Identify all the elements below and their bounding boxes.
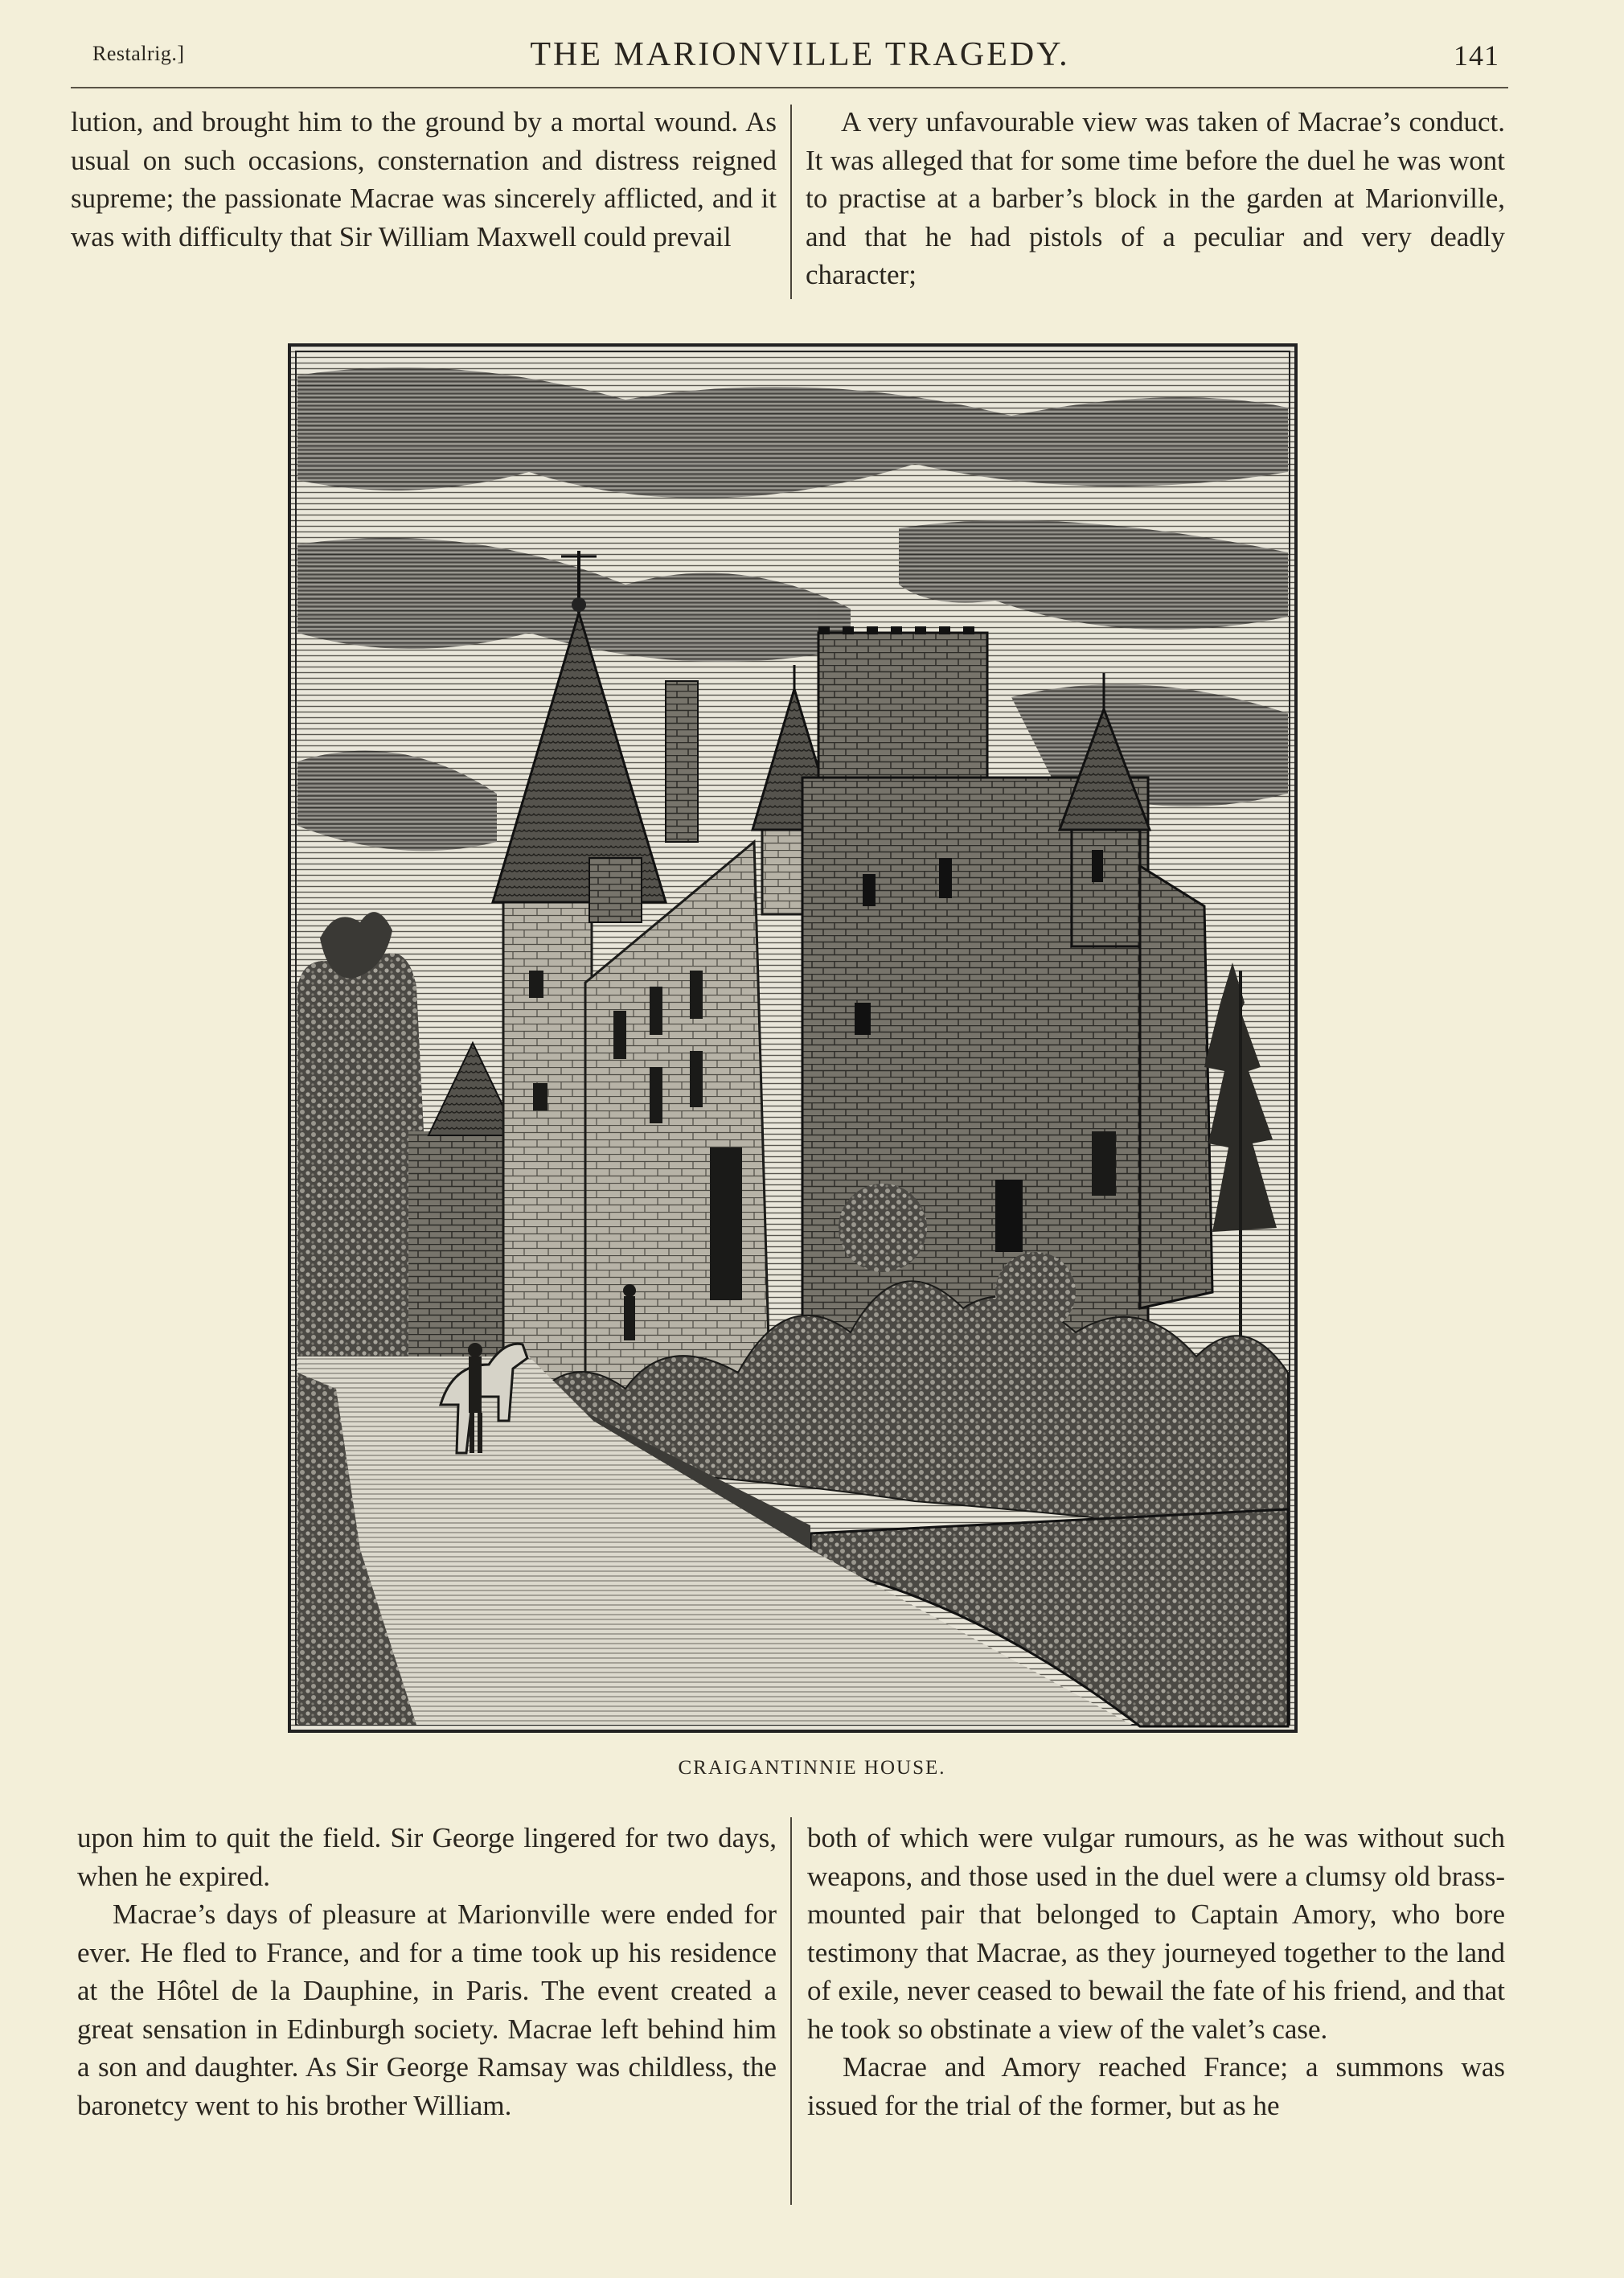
page-number: 141 (1454, 39, 1499, 72)
craigantinnie-house-engraving (288, 343, 1298, 1733)
running-header (92, 34, 1507, 82)
paragraph: lution, and brought him to the ground by a mortal wound. As usual on such occasions, consternation and distress reigned supreme; the passionate Macrae was sincerely afflicted, and it was with difficulty that Sir William Maxwell could prevail (71, 106, 777, 252)
column-divider (790, 105, 792, 299)
paragraph: Macrae and Amory reached France; a summons was issued for the trial of the former, but as he (807, 2051, 1505, 2121)
column-divider (790, 1817, 792, 2205)
paragraph: upon him to quit the field. Sir George lingered for two days, when he expired. (77, 1822, 777, 1892)
background-trees (297, 940, 424, 1389)
paragraph: Macrae’s days of pleasure at Marionville were ended for ever. He fled to France, and for a time took up his residence at the Hôtel de la Dauphine, in Paris. The event created a great sensation in Edinburgh society. Macrae left behind him a son and daughter. As Sir George Ramsay was childless, the baronetcy went to his brother William. (77, 1898, 777, 2121)
bottom-right-column (807, 1819, 1505, 2124)
figure-caption: CRAIGANTINNIE HOUSE. (678, 1757, 946, 1779)
top-left-column (71, 103, 777, 256)
chapter-title: THE MARIONVILLE TRAGEDY. (530, 36, 1070, 73)
running-head-left: Restalrig.] (92, 42, 185, 65)
header-rule (71, 87, 1508, 88)
bottom-left-column (77, 1819, 777, 2124)
paragraph: both of which were vulgar rumours, as he was without such weapons, and those used in the duel were a clumsy old brass-mounted pair that belonged to Captain Amory, who bore testimony that Macrae, as they journeyed together to the land of exile, never ceased to bewail the fate of his friend, and that he took so obstinate a view of the valet’s case. (807, 1822, 1505, 2045)
paragraph: A very unfavourable view was taken of Macrae’s conduct. It was alleged that for some time before the duel he was wont to practise at a barber’s block in the garden at Marionville, and that he had pistols of a peculiar and very deadly character; (806, 106, 1505, 290)
top-right-column (806, 103, 1505, 294)
